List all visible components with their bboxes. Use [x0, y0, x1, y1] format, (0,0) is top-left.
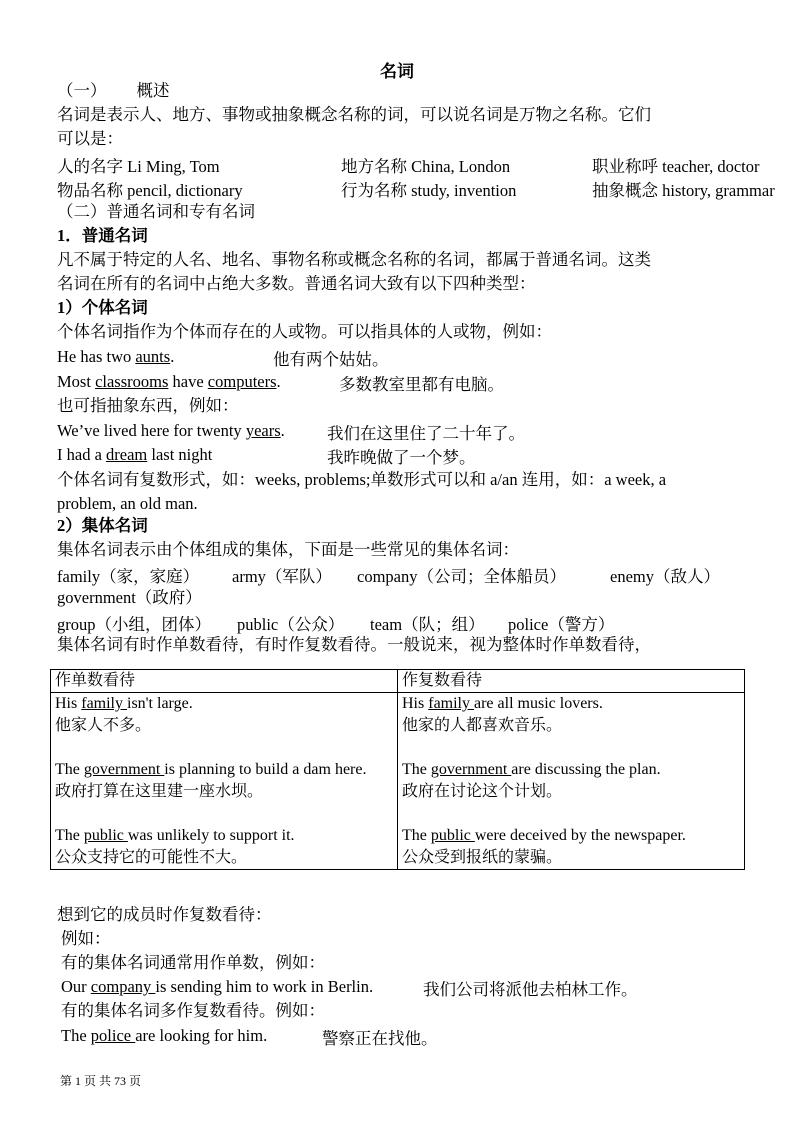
page-footer: 第 1 页 共 73 页: [60, 1074, 142, 1088]
example-sentence: His family isn't large.: [55, 695, 193, 712]
table-header-plural: 作复数看待: [398, 670, 745, 693]
page-title: 名词: [380, 62, 414, 81]
example-translation: 他有两个姑姑。: [273, 350, 389, 369]
example-sentence: I had a dream last night: [57, 445, 213, 464]
example-translation: 他家的人都喜欢音乐。: [402, 717, 563, 734]
paragraph-line: 个体名词有复数形式，如：weeks, problems;单数形式可以和 a/an 连用，如：a week, a: [57, 470, 667, 489]
example-job-title: 职业称呼 teacher, doctor: [592, 157, 760, 176]
example-translation: 我们公司将派他去柏林工作。: [423, 980, 638, 999]
example-translation: 公众支持它的可能性不大。: [55, 849, 248, 866]
example-translation: 我昨晚做了一个梦。: [327, 448, 476, 467]
example-sentence: Our company is sending him to work in Berlin.: [61, 977, 374, 996]
table-cell-plural: [398, 693, 745, 870]
collective-noun-example: company（公司；全体船员）: [357, 567, 566, 586]
collective-noun-example: group（小组，团体）: [57, 615, 211, 634]
section-label: 概述: [136, 81, 170, 100]
collective-noun-example: enemy（敌人）: [610, 567, 720, 586]
intro-line-2: 可以是：: [57, 129, 123, 148]
example-sentence: We’ve lived here for twenty years.: [57, 421, 285, 440]
example-person-name: 人的名字 Li Ming, Tom: [57, 157, 220, 176]
example-sentence: The police are looking for him.: [61, 1026, 268, 1045]
collective-noun-example: public（公众）: [237, 615, 345, 634]
heading-common-nouns: 1．普通名词: [57, 226, 148, 245]
singular-plural-table: [50, 669, 745, 870]
section-number: （一）: [57, 81, 107, 100]
paragraph-line: 集体名词表示由个体组成的集体，下面是一些常见的集体名词：: [57, 540, 519, 559]
paragraph-line: 例如：: [61, 929, 111, 948]
paragraph-line: 有的集体名词通常用作单数，例如：: [61, 953, 325, 972]
underlined-noun: dream: [106, 445, 148, 464]
table-cell-singular: [51, 693, 398, 870]
example-action-name: 行为名称 study, invention: [341, 181, 517, 200]
collective-noun-example: army（军队）: [232, 567, 332, 586]
paragraph-line: 也可指抽象东西，例如：: [57, 396, 239, 415]
example-sentence: The government are discussing the plan.: [402, 761, 661, 778]
paragraph-line: 有的集体名词多作复数看待。例如：: [61, 1001, 325, 1020]
example-sentence: The public was unlikely to support it.: [55, 827, 295, 844]
paragraph-line: 凡不属于特定的人名、地名、事物名称或概念名称的名词，都属于普通名词。这类: [57, 250, 651, 269]
example-translation: 警察正在找他。: [322, 1029, 438, 1048]
example-translation: 政府在讨论这个计划。: [402, 783, 563, 800]
example-translation: 政府打算在这里建一座水坝。: [55, 783, 264, 800]
paragraph-line: 个体名词指作为个体而存在的人或物。可以指具体的人或物，例如：: [57, 322, 552, 341]
example-sentence: He has two aunts.: [57, 347, 175, 366]
paragraph-line: 集体名词有时作单数看待，有时作复数看待。一般说来，视为整体时作单数看待，: [57, 635, 651, 654]
example-translation: 多数教室里都有电脑。: [339, 375, 504, 394]
section-heading-overview: [57, 80, 170, 102]
example-translation: 公众受到报纸的蒙骗。: [402, 849, 563, 866]
paragraph-line: 想到它的成员时作复数看待：: [57, 905, 272, 924]
collective-noun-example: team（队；组）: [370, 615, 485, 634]
heading-individual-nouns: 1）个体名词: [57, 298, 148, 317]
table-header-singular: 作单数看待: [51, 670, 398, 693]
underlined-noun: company: [90, 977, 156, 996]
section-heading-common-proper: （二）普通名词和专有名词: [57, 202, 255, 221]
intro-line-1: 名词是表示人、地方、事物或抽象概念名称的词，可以说名词是万物之名称。它们: [57, 105, 651, 124]
table-row: [51, 693, 745, 870]
underlined-noun: police: [90, 1026, 136, 1045]
heading-collective-nouns: 2）集体名词: [57, 516, 148, 535]
underlined-noun: years: [245, 421, 281, 440]
example-sentence: Most classrooms have computers.: [57, 372, 281, 391]
collective-noun-example: police（警方）: [508, 615, 615, 634]
example-sentence: His family are all music lovers.: [402, 695, 603, 712]
underlined-noun: classrooms: [95, 372, 169, 391]
paragraph-line: 名词在所有的名词中占绝大多数。普通名词大致有以下四种类型：: [57, 274, 536, 293]
underlined-noun: aunts: [135, 347, 171, 366]
collective-noun-example: family（家，家庭）: [57, 567, 200, 586]
example-object-name: 物品名称 pencil, dictionary: [57, 181, 243, 200]
example-abstract-concept: 抽象概念 history, grammar: [592, 181, 775, 200]
collective-noun-example: government（政府）: [57, 588, 202, 607]
paragraph-line: problem, an old man.: [57, 494, 198, 513]
example-sentence: The government is planning to build a dam here.: [55, 761, 367, 778]
example-place-name: 地方名称 China, London: [341, 157, 511, 176]
underlined-noun: computers: [207, 372, 277, 391]
example-translation: 我们在这里住了二十年了。: [327, 424, 525, 443]
example-translation: 他家人不多。: [55, 717, 152, 734]
example-sentence: The public were deceived by the newspaper.: [402, 827, 686, 844]
table-header-row: [51, 670, 745, 693]
